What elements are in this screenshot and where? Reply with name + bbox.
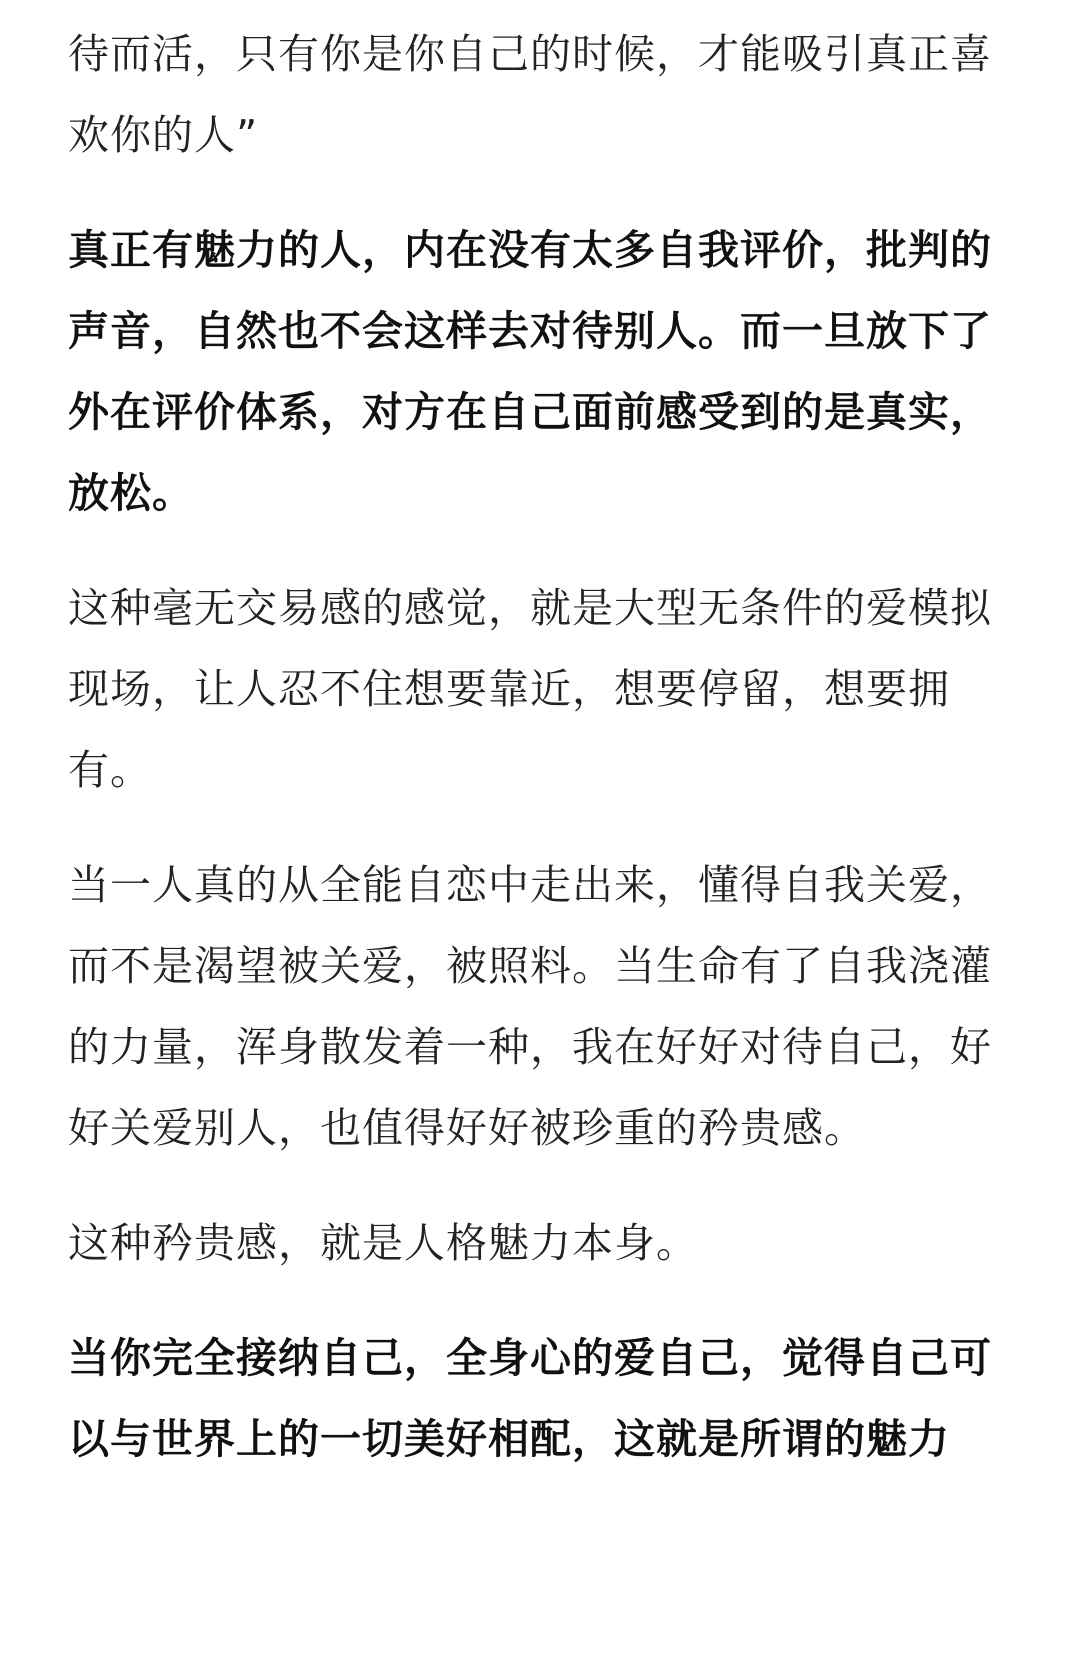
paragraph-gap (68, 1169, 1012, 1203)
paragraph-gap (68, 1284, 1012, 1318)
paragraph-1: 待而活，只有你是你自己的时候，才能吸引真正喜欢你的人” (68, 30, 992, 159)
paragraph-3: 这种毫无交易感的感觉，就是大型无条件的爱模拟现场，让人忍不住想要靠近，想要停留，想要拥有。 (68, 584, 992, 794)
paragraph-gap (68, 534, 1012, 568)
paragraph-4: 当一人真的从全能自恋中走出来，懂得自我关爱，而不是渴望被关爱，被照料。当生命有了自我浇灌的力量，浑身散发着一种，我在好好对待自己，好好关爱别人，也值得好好被珍重的矜贵感。 (68, 861, 992, 1152)
paragraph-gap (68, 811, 1012, 845)
paragraph-gap (68, 176, 1012, 210)
paragraph-5: 这种矜贵感，就是人格魅力本身。 (68, 1219, 698, 1267)
paragraph-6-bold: 当你完全接纳自己，全身心的爱自己，觉得自己可以与世界上的一切美好相配，这就是所谓的魅力 (68, 1334, 992, 1463)
paragraph-2-bold: 真正有魅力的人，内在没有太多自我评价，批判的声音，自然也不会这样去对待别人。而一旦放下了外在评价体系，对方在自己面前感受到的是真实，放松。 (68, 226, 992, 517)
